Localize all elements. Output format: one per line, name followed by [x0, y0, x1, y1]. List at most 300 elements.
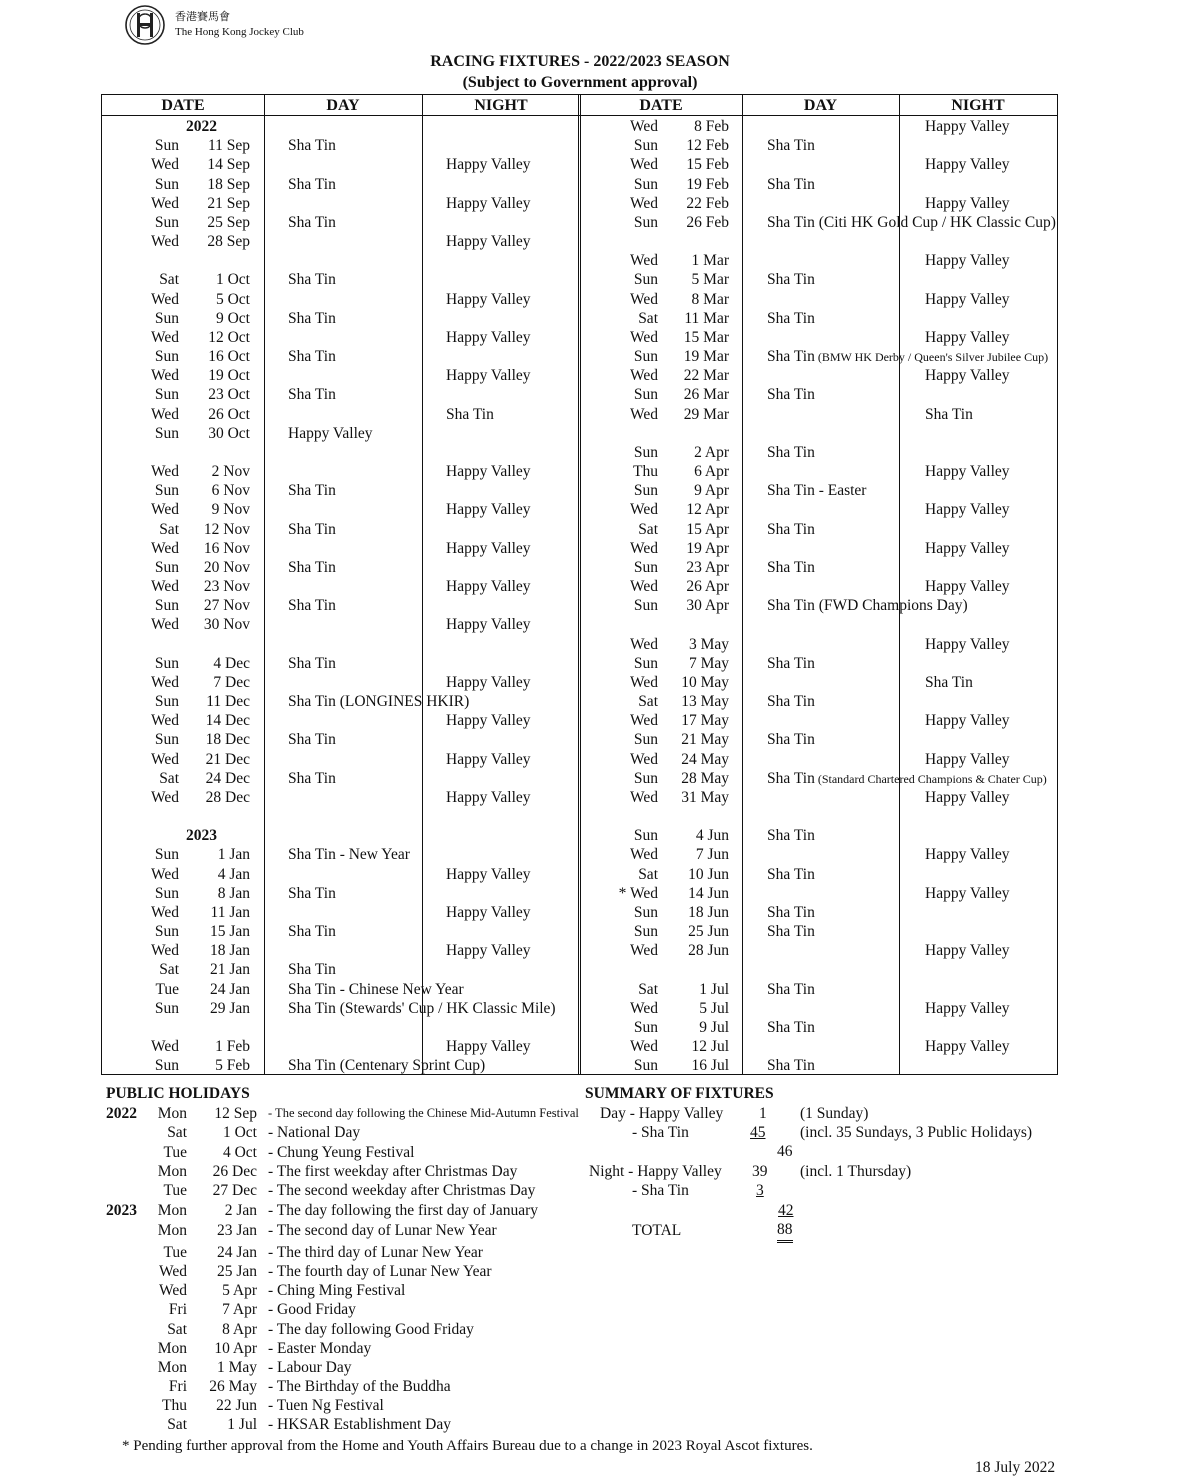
- day-venue: Sha Tin: [288, 731, 336, 749]
- holiday-date: 8 Apr: [222, 1321, 257, 1338]
- holiday-weekday: Tue: [163, 1182, 187, 1199]
- fixture-date: 7 May: [688, 654, 729, 672]
- weekday: Sun: [154, 213, 179, 231]
- holiday-description: - The day following Good Friday: [268, 1321, 474, 1338]
- holiday-row: [106, 1377, 586, 1396]
- fixture-date: 15 Mar: [683, 328, 729, 346]
- weekday: Sun: [633, 348, 658, 366]
- fixture-date: 23 Nov: [203, 578, 250, 596]
- weekday: Wed: [150, 616, 179, 634]
- day-venue: Sha Tin: [288, 386, 336, 404]
- holiday-date: 10 Apr: [214, 1340, 257, 1357]
- fixture-date: 31 May: [681, 788, 729, 806]
- night-meeting: Happy Valley: [925, 328, 1010, 346]
- day-venue: Sha Tin: [767, 923, 815, 941]
- holiday-description: - Good Friday: [268, 1301, 356, 1318]
- fixture-date: 15 Apr: [686, 520, 729, 538]
- right-fixture-row: [102, 385, 1057, 404]
- fixture-date: 6 Apr: [694, 463, 729, 481]
- weekday: Sun: [154, 558, 179, 576]
- right-fixture-row: [102, 443, 1057, 462]
- holiday-description: - Easter Monday: [268, 1340, 372, 1357]
- fixture-date: 10 May: [681, 673, 729, 691]
- fixture-date: 7 Dec: [213, 673, 250, 691]
- holiday-row: [106, 1181, 586, 1200]
- fixture-date: 4 Jun: [695, 827, 729, 845]
- fixture-date: 22 Mar: [683, 367, 729, 385]
- right-fixture-row: [102, 596, 1057, 615]
- day-meeting: [767, 558, 815, 577]
- holiday-date: 1 Jul: [227, 1416, 257, 1433]
- fixture-date: 8 Mar: [691, 290, 729, 308]
- fixture-date: 12 Nov: [203, 520, 250, 538]
- fixture-date: 23 Apr: [686, 558, 729, 576]
- left-fixture-row: [102, 424, 1057, 443]
- holiday-weekday: Fri: [168, 1378, 187, 1395]
- holiday-row: [106, 1415, 586, 1434]
- right-fixture-row: [102, 500, 1057, 519]
- right-fixture-row: [102, 290, 1057, 309]
- day-meeting: [767, 922, 815, 941]
- fixture-date: 20 Nov: [203, 558, 250, 576]
- day-venue: Sha Tin: [288, 520, 336, 538]
- day-venue: Sha Tin: [288, 137, 336, 155]
- brand-name: [175, 10, 304, 40]
- fixture-date: 12 Jul: [691, 1038, 729, 1056]
- weekday: Sat: [159, 961, 179, 979]
- holiday-date: 23 Jan: [216, 1222, 257, 1239]
- weekday: Sun: [154, 1057, 179, 1075]
- day-venue: Sha Tin: [288, 309, 336, 327]
- weekday: Wed: [629, 252, 658, 270]
- day-venue: Sha Tin: [288, 597, 336, 615]
- fixture-date: 9 Jul: [699, 1018, 729, 1036]
- fixture-date: 1 Mar: [691, 252, 729, 270]
- header-night-left: NIGHT: [474, 97, 528, 114]
- right-fixture-row: [102, 155, 1057, 174]
- weekday: Thu: [633, 463, 658, 481]
- weekday: Sun: [633, 213, 658, 231]
- day-meeting: [767, 309, 815, 328]
- fixture-date: 28 Sep: [207, 233, 250, 251]
- day-meeting: [767, 980, 815, 999]
- night-meeting: Happy Valley: [446, 328, 531, 346]
- weekday: Wed: [150, 539, 179, 557]
- right-fixture-row: [102, 750, 1057, 769]
- weekday: Sun: [154, 137, 179, 155]
- day-meeting: [767, 136, 815, 155]
- night-meeting: Sha Tin: [925, 673, 973, 691]
- fixture-date: 26 Feb: [686, 213, 729, 231]
- weekday: Wed: [629, 750, 658, 768]
- weekday: Sun: [154, 846, 179, 864]
- fixture-date: 5 Oct: [215, 290, 250, 308]
- night-meeting: Happy Valley: [925, 194, 1010, 212]
- right-fixture-row: [102, 136, 1057, 155]
- holiday-description: - Labour Day: [268, 1359, 352, 1376]
- weekday: Wed: [629, 1038, 658, 1056]
- day-venue: Sha Tin: [288, 769, 336, 787]
- right-fixture-row: [102, 213, 1057, 232]
- day-venue: Sha Tin: [767, 1057, 815, 1075]
- day-venue: Sha Tin: [288, 961, 336, 979]
- header-date-left: DATE: [161, 97, 205, 114]
- holiday-weekday: Mon: [157, 1340, 187, 1357]
- holiday-date: 25 Jan: [216, 1263, 257, 1280]
- day-meeting: [767, 865, 815, 884]
- right-fixture-row: [102, 366, 1057, 385]
- fixture-date: 9 Oct: [215, 309, 250, 327]
- weekday: Wed: [150, 290, 179, 308]
- right-fixture-row: [102, 922, 1057, 941]
- right-fixture-row: [102, 788, 1057, 807]
- holiday-row: [106, 1396, 586, 1415]
- weekday: Sun: [154, 884, 179, 902]
- day-venue: Sha Tin: [767, 693, 815, 711]
- day-meeting: [288, 960, 336, 979]
- day-venue: Sha Tin: [288, 348, 336, 366]
- summary-night-total: 42: [778, 1202, 794, 1219]
- night-meeting: Happy Valley: [446, 578, 531, 596]
- right-fixture-row: [102, 884, 1057, 903]
- summary-day-total: 46: [777, 1143, 793, 1160]
- holiday-row: [106, 1221, 586, 1240]
- night-meeting: Happy Valley: [446, 463, 531, 481]
- holiday-date: 27 Dec: [212, 1182, 257, 1199]
- right-fixture-row: [102, 539, 1057, 558]
- holiday-row: [106, 1243, 586, 1262]
- holiday-weekday: Sat: [167, 1321, 187, 1338]
- day-venue: Sha Tin: [767, 520, 815, 538]
- weekday: Sun: [633, 903, 658, 921]
- fixture-date: 12 Feb: [686, 137, 729, 155]
- brand-chinese: 香港賽馬會: [175, 11, 230, 23]
- night-meeting: Happy Valley: [925, 1038, 1010, 1056]
- header-day-right: DAY: [803, 97, 838, 114]
- fixture-date: 24 May: [681, 750, 729, 768]
- summary-day-hv-note: (1 Sunday): [800, 1105, 869, 1122]
- fixture-date: 15 Jan: [209, 923, 250, 941]
- summary-day-st-label: - Sha Tin: [632, 1124, 689, 1141]
- summary-day-st-note: (incl. 35 Sundays, 3 Public Holidays): [800, 1124, 1033, 1141]
- fixture-date: 26 Apr: [686, 578, 729, 596]
- right-fixture-row: [102, 577, 1057, 596]
- right-fixture-row: [102, 462, 1057, 481]
- holiday-weekday: Sat: [167, 1124, 187, 1141]
- weekday: Wed: [629, 501, 658, 519]
- day-venue: Sha Tin: [767, 654, 815, 672]
- holiday-row: [106, 1320, 586, 1339]
- day-venue: Sha Tin - Easter: [767, 482, 867, 500]
- day-meeting: [767, 213, 1056, 232]
- weekday: Sun: [633, 731, 658, 749]
- fixture-date: 8 Feb: [694, 118, 729, 135]
- fixture-date: 21 May: [681, 731, 729, 749]
- night-meeting: Happy Valley: [925, 252, 1010, 270]
- day-venue: Sha Tin: [767, 865, 815, 883]
- holiday-row: [106, 1300, 586, 1319]
- right-fixture-row: [102, 673, 1057, 692]
- fixture-date: 24 Jan: [209, 980, 250, 998]
- night-meeting: Happy Valley: [446, 194, 531, 212]
- fixture-date: 12 Oct: [208, 328, 250, 346]
- weekday: Wed: [629, 673, 658, 691]
- holiday-weekday: Tue: [163, 1144, 187, 1161]
- day-meeting: [767, 692, 815, 711]
- day-venue: Sha Tin: [767, 309, 815, 327]
- day-venue: Sha Tin (Stewards' Cup / HK Classic Mile): [288, 999, 556, 1017]
- night-meeting: Happy Valley: [446, 712, 531, 730]
- fixture-date: 18 Jan: [209, 942, 250, 960]
- night-meeting: Happy Valley: [925, 578, 1010, 596]
- fixture-date: 26 Mar: [683, 386, 729, 404]
- holiday-weekday: Mon: [157, 1163, 187, 1180]
- holiday-row: [106, 1281, 586, 1300]
- fixture-date: 28 Dec: [205, 788, 250, 806]
- fixture-date: 18 Dec: [205, 731, 250, 749]
- fixture-date: 12 Apr: [686, 501, 729, 519]
- fixture-date: 19 Oct: [208, 367, 250, 385]
- weekday: Wed: [150, 194, 179, 212]
- left-fixture-row: [102, 232, 1057, 251]
- weekday: Sat: [159, 271, 179, 289]
- fixture-date: 25 Sep: [207, 213, 250, 231]
- year-heading: 2023: [186, 827, 217, 845]
- holiday-weekday: Sat: [167, 1416, 187, 1433]
- weekday: Wed: [629, 712, 658, 730]
- weekday: Wed: [150, 233, 179, 251]
- holiday-row: [106, 1339, 586, 1358]
- holiday-year: 2023: [106, 1202, 137, 1219]
- fixture-date: 4 Jan: [217, 865, 250, 883]
- fixture-date: 13 May: [681, 693, 729, 711]
- day-venue: Sha Tin: [288, 213, 336, 231]
- right-fixture-row: [102, 405, 1057, 424]
- day-venue: Sha Tin: [767, 137, 815, 155]
- fixture-date: 28 May: [681, 769, 729, 787]
- right-fixture-row: [102, 980, 1057, 999]
- day-venue: Sha Tin: [767, 827, 815, 845]
- issue-date: 18 July 2022: [975, 1459, 1056, 1476]
- summary-night-st-label: - Sha Tin: [632, 1182, 689, 1199]
- header-rule: [102, 115, 1057, 116]
- weekday: Sun: [633, 923, 658, 941]
- holiday-date: 2 Jan: [224, 1202, 257, 1219]
- fixture-date: 29 Jan: [209, 999, 250, 1017]
- weekday: Sat: [638, 309, 658, 327]
- fixture-date: 4 Dec: [213, 654, 250, 672]
- weekday: Wed: [150, 501, 179, 519]
- fixture-date: 14 Dec: [205, 712, 250, 730]
- right-fixture-row: [102, 692, 1057, 711]
- page-subtitle: (Subject to Government approval): [462, 74, 698, 91]
- holiday-row: [106, 1358, 586, 1377]
- weekday: Sat: [638, 865, 658, 883]
- holiday-weekday: Mon: [157, 1222, 187, 1239]
- holiday-description: - The first weekday after Christmas Day: [268, 1163, 518, 1180]
- holiday-row: [106, 1201, 586, 1220]
- holiday-description: - The second day following the Chinese Mid-Autumn Festival: [268, 1106, 579, 1120]
- holiday-row: [106, 1104, 586, 1123]
- fixture-date: 26 Oct: [208, 405, 250, 423]
- night-meeting: Happy Valley: [925, 539, 1010, 557]
- right-fixture-row: [102, 347, 1057, 366]
- weekday: Wed: [150, 463, 179, 481]
- day-venue: Happy Valley: [288, 424, 373, 442]
- summary-day-st-value: 45: [750, 1124, 766, 1141]
- night-meeting: Happy Valley: [446, 865, 531, 883]
- weekday: Wed: [150, 673, 179, 691]
- holiday-description: - Chung Yeung Festival: [268, 1144, 415, 1161]
- day-venue: Sha Tin: [288, 482, 336, 500]
- night-meeting: Happy Valley: [925, 750, 1010, 768]
- fixture-date: 14 Sep: [207, 156, 250, 174]
- fixture-date: 5 Jul: [699, 999, 729, 1017]
- day-venue: Sha Tin (Citi HK Gold Cup / HK Classic Cup): [767, 213, 1056, 231]
- weekday: Wed: [629, 405, 658, 423]
- weekday: Wed: [629, 635, 658, 653]
- holiday-description: - Ching Ming Festival: [268, 1282, 406, 1299]
- race-name: (BMW HK Derby / Queen's Silver Jubilee Cup): [814, 350, 1049, 365]
- weekday: Sun: [633, 482, 658, 500]
- right-fixture-row: [102, 328, 1057, 347]
- night-meeting: Happy Valley: [925, 367, 1010, 385]
- footnote: * Pending further approval from the Home and Youth Affairs Bureau due to a change in 2023 Royal Ascot fixtures.: [122, 1438, 813, 1454]
- weekday: Wed: [150, 367, 179, 385]
- weekday: Sat: [638, 980, 658, 998]
- fixture-date: 18 Sep: [207, 175, 250, 193]
- fixture-date: 29 Mar: [683, 405, 729, 423]
- holiday-row: [106, 1123, 586, 1142]
- holiday-date: 26 Dec: [212, 1163, 257, 1180]
- weekday: Sun: [633, 271, 658, 289]
- night-meeting: Happy Valley: [925, 501, 1010, 519]
- fixture-date: 27 Nov: [203, 597, 250, 615]
- weekday: Sat: [638, 520, 658, 538]
- day-venue: Sha Tin: [767, 175, 815, 193]
- right-fixture-row: [102, 309, 1057, 328]
- weekday: Sun: [633, 827, 658, 845]
- summary-night-hv-label: Night - Happy Valley: [589, 1163, 722, 1180]
- weekday: Wed: [629, 156, 658, 174]
- weekday: Sun: [154, 482, 179, 500]
- day-venue: Sha Tin: [288, 884, 336, 902]
- weekday: Sun: [633, 654, 658, 672]
- right-fixture-row: [102, 941, 1057, 960]
- fixture-date: 24 Dec: [205, 769, 250, 787]
- day-meeting: [767, 481, 866, 500]
- weekday: Sat: [638, 693, 658, 711]
- fixture-date: 21 Dec: [205, 750, 250, 768]
- fixture-date: 9 Apr: [694, 482, 729, 500]
- holiday-weekday: Mon: [157, 1359, 187, 1376]
- day-venue: Sha Tin: [767, 271, 815, 289]
- summary-night-hv-note: (incl. 1 Thursday): [800, 1163, 912, 1180]
- fixture-date: 5 Mar: [691, 271, 729, 289]
- header-night-right: NIGHT: [951, 97, 1005, 114]
- fixture-date: 6 Nov: [211, 482, 250, 500]
- holiday-description: - The second day of Lunar New Year: [268, 1222, 497, 1239]
- day-venue: Sha Tin (Centenary Sprint Cup): [288, 1057, 486, 1075]
- summary-title: SUMMARY OF FIXTURES: [585, 1085, 774, 1102]
- weekday: Wed: [629, 942, 658, 960]
- fixture-date: 21 Sep: [207, 194, 250, 212]
- holiday-weekday: Tue: [163, 1244, 187, 1261]
- fixture-date: 25 Jun: [688, 923, 729, 941]
- fixture-date: 30 Nov: [203, 616, 250, 634]
- fixture-date: 3 May: [688, 635, 729, 653]
- fixture-date: 5 Feb: [215, 1057, 250, 1075]
- fixture-date: 19 Mar: [683, 348, 729, 366]
- right-fixture-row: [102, 194, 1057, 213]
- fixture-date: 28 Jun: [688, 942, 729, 960]
- weekday: Sun: [154, 597, 179, 615]
- summary-total-value: 88: [777, 1221, 793, 1243]
- weekday: Wed: [150, 750, 179, 768]
- right-fixture-row: [102, 520, 1057, 539]
- right-fixture-row: [102, 845, 1057, 864]
- holiday-date: 1 Oct: [222, 1124, 257, 1141]
- holiday-date: 24 Jan: [216, 1244, 257, 1261]
- fixture-date: 17 May: [681, 712, 729, 730]
- fixture-date: 9 Nov: [211, 501, 250, 519]
- weekday: Wed: [150, 1038, 179, 1056]
- holiday-weekday: Wed: [158, 1282, 187, 1299]
- holiday-description: - The fourth day of Lunar New Year: [268, 1263, 492, 1280]
- weekday: Sun: [154, 654, 179, 672]
- weekday: Sun: [633, 597, 658, 615]
- right-fixture-row: [102, 1018, 1057, 1037]
- weekday: Sun: [154, 424, 179, 442]
- night-meeting: Happy Valley: [446, 156, 531, 174]
- holiday-description: - Tuen Ng Festival: [268, 1397, 384, 1414]
- fixture-date: 1 Feb: [215, 1038, 250, 1056]
- night-meeting: Happy Valley: [925, 712, 1010, 730]
- day-meeting: [767, 520, 815, 539]
- weekday: Tue: [155, 980, 179, 998]
- night-meeting: Sha Tin: [925, 405, 973, 423]
- holiday-weekday: Mon: [157, 1202, 187, 1219]
- night-meeting: Happy Valley: [446, 501, 531, 519]
- right-fixture-row: [102, 730, 1057, 749]
- weekday: Wed: [629, 539, 658, 557]
- holiday-description: - The second weekday after Christmas Day: [268, 1182, 536, 1199]
- header-day-left: DAY: [326, 97, 360, 114]
- weekday: Wed: [150, 865, 179, 883]
- fixture-date: 1 Oct: [215, 271, 250, 289]
- night-meeting: Happy Valley: [925, 118, 1010, 135]
- weekday: Sun: [154, 386, 179, 404]
- day-meeting: [767, 654, 815, 673]
- weekday: Sun: [633, 1018, 658, 1036]
- fixture-date: 19 Apr: [686, 539, 729, 557]
- day-meeting: [767, 443, 815, 462]
- weekday: Wed: [629, 118, 658, 135]
- weekday: Wed: [150, 328, 179, 346]
- day-venue: Sha Tin: [288, 558, 336, 576]
- holiday-description: - The Birthday of the Buddha: [268, 1378, 451, 1395]
- hkjc-logo: [124, 4, 166, 46]
- holiday-row: [106, 1262, 586, 1281]
- weekday: Sun: [154, 348, 179, 366]
- night-meeting: Happy Valley: [446, 616, 531, 634]
- holiday-weekday: Thu: [162, 1397, 187, 1414]
- weekday: Sun: [633, 769, 658, 787]
- holiday-date: 12 Sep: [214, 1105, 257, 1122]
- night-meeting: Happy Valley: [446, 290, 531, 308]
- page-title: RACING FIXTURES - 2022/2023 SEASON: [430, 53, 730, 70]
- weekday: Wed: [150, 788, 179, 806]
